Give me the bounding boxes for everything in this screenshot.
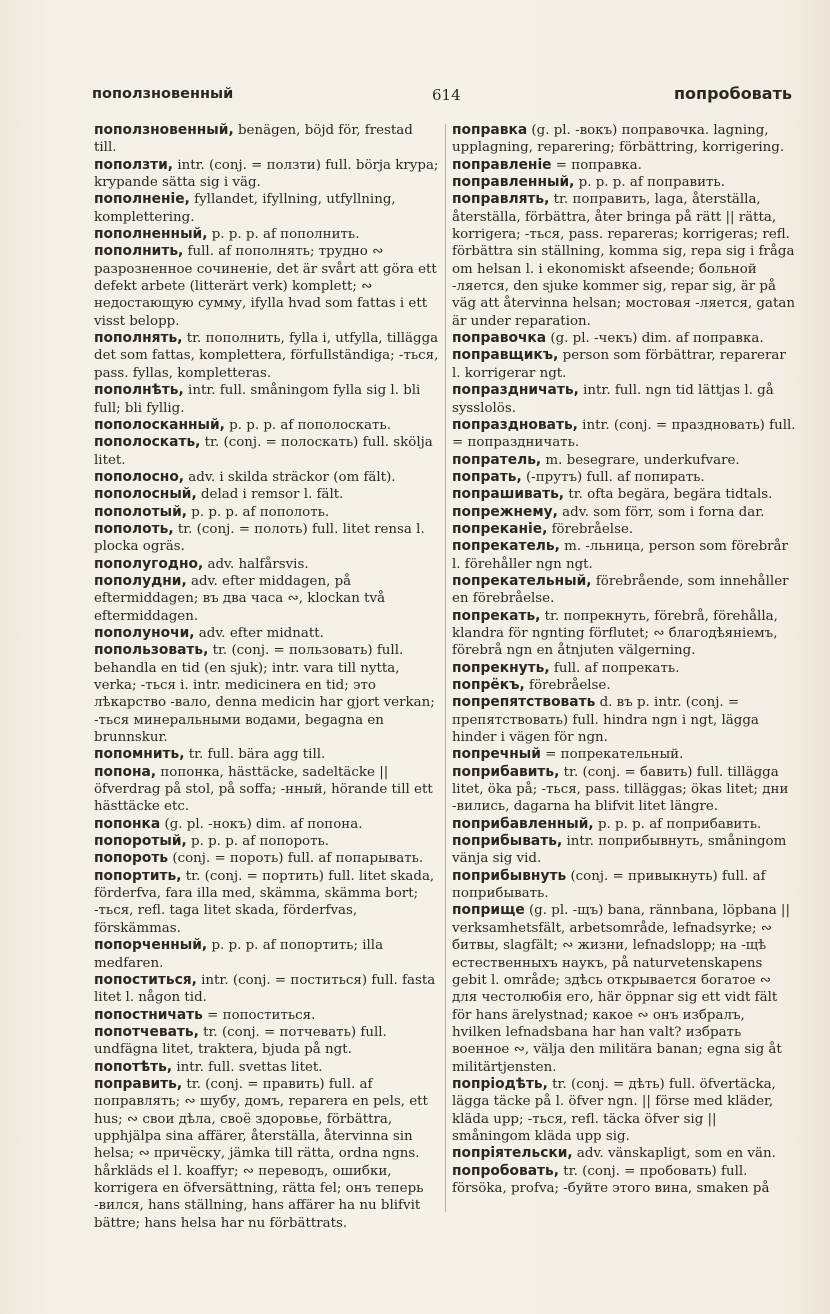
entry-headword: попонка [94,815,161,832]
entry-definition: p. p. p. af пополоскать. [224,417,391,433]
dictionary-entry [94,486,439,503]
entry-definition: tr. (conj. = полоть) full. litet rensa l. plocka ogräs. [94,521,425,555]
entry-definition: p. p. p. af пополнить. [207,227,360,243]
entry-headword: попраздничать, [452,382,579,399]
dictionary-entry [452,764,797,816]
dictionary-entry [452,469,797,486]
entry-headword: попона, [94,763,157,780]
entry-definition: tr. ofta begära, begära tidtals. [564,487,773,503]
entry-headword: попостничать [94,1006,203,1023]
entry-headword: попомнить, [94,746,185,763]
entry-definition: m. -льница, person som förebrår l. förehåller ngn ngt. [452,539,788,572]
entry-headword: попотчевать, [94,1023,199,1040]
entry-headword: попрежнему, [452,503,558,520]
dictionary-entry [452,330,797,347]
dictionary-entry [94,573,439,625]
dictionary-entry [452,816,797,833]
entry-headword: пополоть, [94,520,174,537]
guide-word-right: попробовать [673,84,792,103]
entry-headword: попрекать, [452,607,541,624]
entry-headword: попрекательный, [452,572,592,589]
left-column [94,122,439,1232]
entry-definition: p. p. p. af пополоть. [187,504,330,520]
entry-definition: tr. full. bära agg till. [184,747,326,763]
dictionary-entry [94,417,439,434]
dictionary-entry [94,556,439,573]
dictionary-entry [94,122,439,157]
dictionary-entry [94,382,439,417]
entry-definition: d. въ p. intr. (conj. = препятствовать) full. hindra ngn i ngt, lägga hinder i vägen för ngn. [452,695,759,746]
entry-definition: full. af попрекать. [549,660,680,676]
entry-headword: попотѣть, [94,1058,173,1075]
entry-definition: = попрекательный. [540,747,684,763]
entry-headword: попрепятствовать [452,694,596,711]
entry-definition: попонка, hästtäcke, sadeltäcke || öfverdrag på stol, på soffa; -нный, hörande till ett hästtäcke etc. [94,764,433,815]
entry-headword: попользовать, [94,642,209,659]
entry-headword: поправленіе [452,156,552,173]
entry-headword: пополуночи, [94,624,195,641]
column-divider [445,124,446,1212]
entry-headword: попрать, [452,468,522,485]
dictionary-entry [452,677,797,694]
dictionary-entry [94,764,439,816]
entry-headword: поползти, [94,156,174,173]
right-column [452,122,797,1197]
running-head [92,84,792,108]
entry-headword: попречный [452,746,541,763]
dictionary-entry [452,191,797,330]
dictionary-entry [452,833,797,868]
entry-headword: попрёкъ, [452,677,525,693]
entry-headword: пополотый, [94,503,187,520]
entry-headword: пополнѣть, [94,382,184,399]
entry-headword: пополосканный, [94,416,225,433]
entry-definition: (g. pl. -щъ) bana, rännbana, löpbana || verksamhetsfält, arbetsområde, lefnadsyrke; ∾ битвы, slagfält; ∾ жизни, lefnadslopp; на -щѣ естественныхъ наукъ, på naturvetenskapens gebit l. område; здѣсь открывается богатое ∾ для честолюбія его, här öppnar sig ett vidt fält för hans ärelystnad; какое ∾ онъ избралъ, hvilken lefnadsbana har han valt? избрать военное ∾, välja den militära banan; egna sig åt militärtjensten. [452,903,790,1075]
entry-definition: tr. попрекнуть, förebrå, förehålla, klandra för ngnting förflutet; ∾ благодѣяніемъ, förebrå ngn en åtnjuten välgerning. [452,608,778,659]
entry-headword: попрекатель, [452,538,560,555]
entry-definition: adv. halfårsvis. [203,556,309,572]
dictionary-entry [452,660,797,677]
entry-definition: m. besegrare, underkufvare. [541,452,740,468]
page-number: 614 [432,86,461,104]
dictionary-entry [452,347,797,382]
entry-definition: p. p. p. af попороть. [186,834,330,850]
entry-definition: (g. pl. -вокъ) поправочка. lagning, upplagning, reparering; förbättring, korrigering. [452,123,785,156]
entry-definition: (conj. = пороть) full. af попарывать. [168,851,424,867]
entry-headword: пополненіе, [94,191,190,208]
entry-headword: попробовать, [452,1162,560,1179]
entry-definition: tr. (conj. = бавить) full. tillägga litet, öka på; -ться, pass. tilläggas; ökas litet; дни -вились, dagarna ha blifvit litet längre. [452,764,789,815]
entry-headword: попороть [94,850,169,867]
entry-definition: adv. som förr, som i forna dar. [557,504,765,520]
entry-definition: intr. full. svettas litet. [172,1059,323,1075]
entry-headword: попоститься, [94,971,197,988]
entry-headword: поприбавленный, [452,815,594,832]
entry-definition: tr. (conj. = дѣть) full. öfvertäcka, lägga täcke på l. öfver ngn. || förse med kläder, kläda upp; -ться, refl. täcka öfver sig || småningom kläda upp sig. [452,1076,776,1144]
dictionary-entry [94,850,439,867]
entry-headword: поприбавить, [452,763,560,780]
entry-headword: пополненный, [94,226,208,243]
dictionary-entry [452,174,797,191]
entry-headword: попрашивать, [452,486,565,503]
dictionary-entry [94,226,439,243]
entry-headword: поприбывать, [452,833,563,850]
entry-definition: adv. vänskapligt, som en vän. [572,1146,776,1162]
dictionary-entry [94,816,439,833]
entry-definition: intr. (conj. = праздновать) full. = попраздничать. [452,417,796,451]
entry-definition: adv. i skilda sträckor (om fält). [184,469,396,485]
entry-definition: tr. пополнить, fylla i, utfylla, tillägga det som fattas, komplettera, förfullständiga; -ться, pass. fyllas, kompletteras. [94,331,439,381]
dictionary-entry [452,1163,797,1198]
entry-definition: = попоститься. [202,1007,316,1023]
entry-headword: попрекнуть, [452,659,550,676]
dictionary-entry [452,417,797,452]
entry-definition: full. af пополнять; трудно ∾ разрозненное сочиненіе, det är svårt att göra ett defekt arbete (litterärt verk) komplett; ∾ недостающую сумму, ifylla hvad som fattas i ett visst belopp. [94,244,437,329]
dictionary-entry [452,1145,797,1162]
dictionary-entry [94,833,439,850]
entry-definition: p. p. p. af поприбавить. [593,816,762,832]
entry-definition: tr. поправить, laga, återställa, återställa, förbättra, åter bringa på rätt || rätta, korrigera; -ться, pass. repareras; korrigeras; refl. förbättra sin ställning, komma sig, repa sig i fråga om helsan l. i ekonomiskt afseende; больной -ляется, den sjuke kommer sig, repar sig, är på väg att återvinna helsan; мостовая -ляется, gatan är under reparation. [452,192,795,329]
dictionary-entry [452,902,797,1075]
entry-definition: tr. (conj. = править) full. af поправлять; ∾ шубу, домъ, reparera en pels, ett hus; ∾ свои дѣла, своё здоровье, förbättra, upphjälpa sina affärer, återställa, återvinna sin helsa; ∾ причёску, jämka till rätta, ordna ngns. hårkläds el l. koaffyr; ∾ переводъ, ошибки, korrigera en öfversättning, rätta fel; онъ теперь -вился, hans ställning, hans affärer ha nu blifvit bättre; hans helsa har nu förbättrats. [94,1076,428,1231]
dictionary-entry [452,694,797,746]
dictionary-entry [452,452,797,469]
dictionary-entry [94,642,439,746]
dictionary-entry [452,1076,797,1145]
entry-headword: попріятельски, [452,1145,573,1162]
dictionary-entry [94,746,439,763]
entry-definition: förebrående, som innehåller en förebråelse. [452,573,789,607]
entry-headword: пополугодно, [94,555,204,572]
entry-headword: поползновенный, [94,122,234,138]
dictionary-entry [94,243,439,330]
dictionary-entry [94,504,439,521]
dictionary-entry [452,521,797,538]
entry-definition: intr. поприбывнуть, småningom vänja sig vid. [452,834,787,867]
entry-definition: delad i remsor l. fält. [196,487,344,503]
dictionary-entry [452,122,797,157]
entry-headword: поправленный, [452,174,575,191]
entry-definition: tr. (conj. = пользовать) full. behandla en tid (en sjuk); intr. vara till nytta, verka; -ться i. intr. medicinera en tid; это лѣкарство -вало, denna medicin har gjort verkan; -ться минеральными водами, begagna en brunnskur. [94,643,435,746]
entry-headword: поприще [452,902,525,919]
entry-headword: поправить, [94,1075,183,1092]
entry-definition: tr. (conj. = потчевать) full. undfägna litet, traktera, bjuda på ngt. [94,1024,387,1058]
entry-definition: förebråelse. [547,521,634,537]
entry-headword: пополнять, [94,330,183,347]
dictionary-entry [452,382,797,417]
dictionary-entry [452,157,797,174]
entry-definition: (-прутъ) full. af попирать. [521,469,705,485]
entry-headword: пополнить, [94,243,184,260]
entry-headword: поправщикъ, [452,347,559,364]
entry-definition: (g. pl. -чекъ) dim. af поправка. [546,331,764,347]
dictionary-entry [452,746,797,763]
entry-headword: попортить, [94,867,182,884]
dictionary-entry [94,625,439,642]
dictionary-entry [94,1076,439,1232]
entry-definition: adv. efter middagen, på eftermiddagen; въ два часа ∾, klockan två eftermiddagen. [94,573,386,624]
dictionary-entry [94,191,439,226]
entry-definition: p. p. p. af попортить; illa medfaren. [94,938,384,971]
dictionary-entry [94,469,439,486]
entry-headword: попратель, [452,451,542,468]
entry-definition: tr. (conj. = пробовать) full. försöka, profva; -буйте этого вина, smaken på [452,1163,770,1196]
entry-headword: попреканіе, [452,520,548,537]
dictionary-entry [452,868,797,903]
entry-headword: поприбывнуть [452,867,567,884]
dictionary-entry [94,434,439,469]
entry-headword: пополосный, [94,486,197,503]
dictionary-entry [94,157,439,192]
entry-headword: пополосно, [94,468,185,485]
dictionary-entry [452,504,797,521]
entry-headword: попраздновать, [452,416,578,433]
dictionary-entry [94,972,439,1007]
entry-definition: tr. (conj. = полоскать) full. skölja litet. [94,435,433,468]
entry-headword: попоротый, [94,833,187,850]
entry-headword: попріодѣть, [452,1075,548,1092]
guide-word-left: поползновенный [92,86,234,102]
entry-headword: попорченный, [94,937,208,954]
entry-definition: förebråelse. [524,678,611,693]
entry-definition: tr. (conj. = портить) full. litet skada, förderfva, fara illa med, skämma, skämma bort; -ться, refl. taga litet skada, förderfvas, förskämmas. [94,868,435,936]
entry-headword: пополудни, [94,572,187,589]
dictionary-entry [94,521,439,556]
entry-definition: = поправка. [551,157,642,173]
dictionary-entry [452,608,797,660]
entry-definition: (conj. = привыкнуть) full. af поприбывать. [452,868,766,902]
dictionary-entry [94,1007,439,1024]
entry-definition: person som förbättrar, reparerar l. korrigerar ngt. [452,348,786,381]
entry-headword: поправлять, [452,191,550,208]
dictionary-entry [94,937,439,972]
entry-definition: adv. efter midnatt. [194,625,324,641]
entry-definition: intr. full. småningom fylla sig l. bli full; bli fyllig. [94,383,421,416]
entry-headword: пополоскать, [94,434,201,451]
dictionary-entry [452,538,797,573]
entry-definition: (g. pl. -нокъ) dim. af попона. [160,816,363,832]
entry-definition: intr. (conj. = ползти) full. börja krypa; krypande sätta sig i väg. [94,157,439,191]
entry-headword: поправка [452,122,528,138]
dictionary-entry [94,1059,439,1076]
dictionary-entry [452,573,797,608]
entry-definition: fyllandet, ifyllning, utfyllning, komplettering. [94,192,396,225]
entry-definition: intr. full. ngn tid lättjas l. gå sysslolös. [452,383,774,416]
dictionary-entry [94,868,439,937]
entry-headword: поправочка [452,330,547,347]
entry-definition: benägen, böjd för, frestad till. [94,123,413,156]
entry-definition: p. p. p. af поправить. [574,175,725,191]
entry-definition: intr. (conj. = поститься) full. fasta litet l. någon tid. [94,972,436,1006]
dictionary-entry [452,486,797,503]
dictionary-entry [94,1024,439,1059]
dictionary-entry [94,330,439,382]
